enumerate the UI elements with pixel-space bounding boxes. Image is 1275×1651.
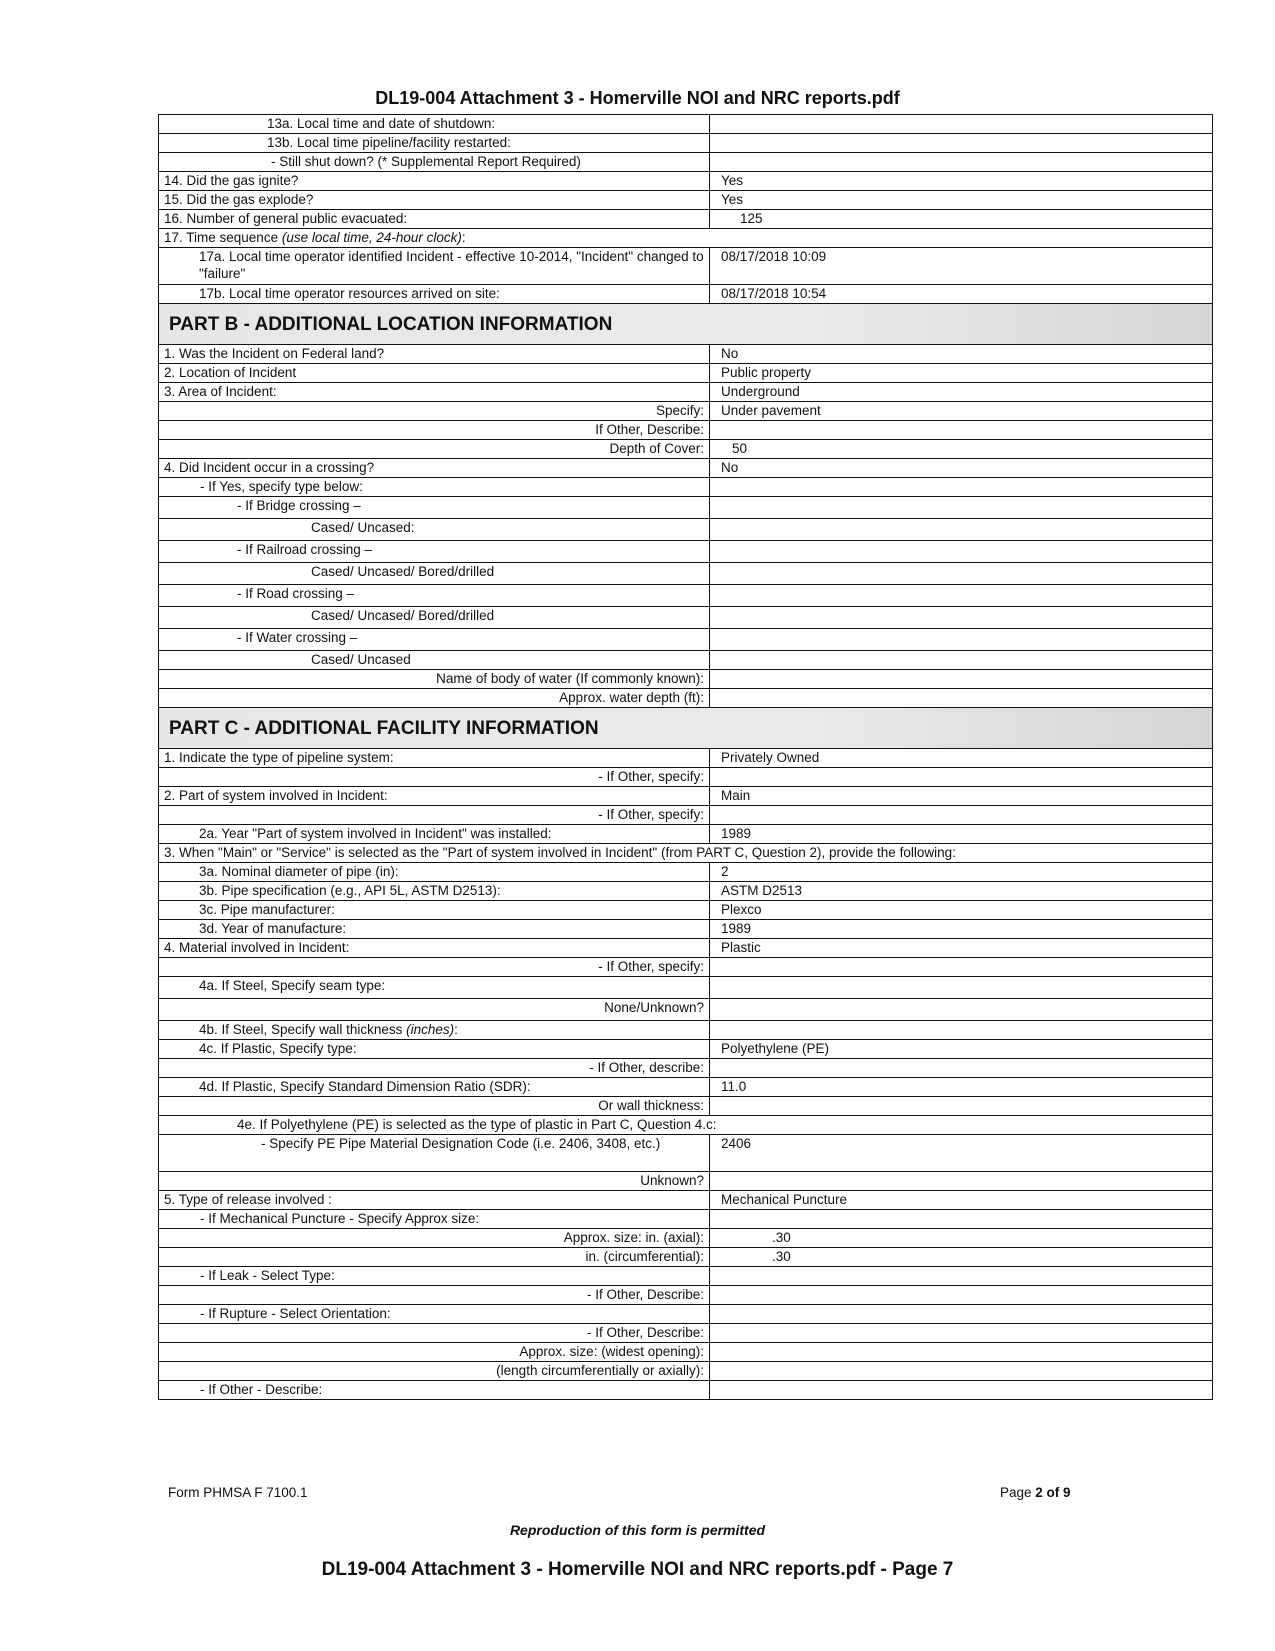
field-label: Specify: — [159, 402, 710, 421]
form-row-c5-rupture-widest — [159, 1343, 1213, 1362]
field-value: 08/17/2018 10:54 — [710, 285, 1213, 304]
section-header-part-c — [159, 708, 1213, 749]
field-label: (length circumferentially or axially): — [159, 1362, 710, 1381]
field-label: - If Other, Describe: — [159, 1324, 710, 1343]
form-row-17a — [159, 248, 1213, 285]
field-label: 3c. Pipe manufacturer: — [159, 901, 710, 920]
field-value: Public property — [710, 364, 1213, 383]
field-label: Cased/ Uncased/ Bored/drilled — [159, 563, 710, 585]
label-end: : — [461, 230, 466, 245]
form-row-b3-other — [159, 421, 1213, 440]
field-label: 16. Number of general public evacuated: — [159, 210, 710, 229]
field-value: 11.0 — [710, 1078, 1213, 1097]
form-row-b4-road-cased — [159, 607, 1213, 629]
field-value — [710, 1381, 1213, 1400]
form-row-b4-water-depth — [159, 689, 1213, 708]
field-value — [710, 1059, 1213, 1078]
field-value: 50 — [710, 440, 1213, 459]
form-row-b4-water-cased — [159, 651, 1213, 670]
form-row-c2a — [159, 825, 1213, 844]
field-label: Depth of Cover: — [159, 440, 710, 459]
field-label: 4a. If Steel, Specify seam type: — [159, 977, 710, 999]
section-title: PART C - ADDITIONAL FACILITY INFORMATION — [159, 708, 1213, 749]
form-row-13a — [159, 115, 1213, 134]
form-row-17 — [159, 229, 1213, 248]
field-value — [710, 134, 1213, 153]
form-row-b3-depth — [159, 440, 1213, 459]
field-value — [710, 421, 1213, 440]
field-value: 125 — [710, 210, 1213, 229]
field-value: Plexco — [710, 901, 1213, 920]
field-label: 2. Location of Incident — [159, 364, 710, 383]
field-value — [710, 958, 1213, 977]
form-row-c4b — [159, 1021, 1213, 1040]
field-label: 5. Type of release involved : — [159, 1191, 710, 1210]
field-value — [710, 497, 1213, 519]
field-value: ASTM D2513 — [710, 882, 1213, 901]
field-label: 13b. Local time pipeline/facility restarted: — [159, 134, 710, 153]
form-row-c2-other — [159, 806, 1213, 825]
field-value — [710, 519, 1213, 541]
form-row-b4-water-name — [159, 670, 1213, 689]
field-value — [710, 1097, 1213, 1116]
form-row-c1-other — [159, 768, 1213, 787]
field-value: 1989 — [710, 825, 1213, 844]
field-value: Plastic — [710, 939, 1213, 958]
form-row-c3 — [159, 844, 1213, 863]
field-value — [710, 115, 1213, 134]
form-row-c4e-unknown — [159, 1172, 1213, 1191]
form-row-c3a — [159, 863, 1213, 882]
field-label: in. (circumferential): — [159, 1248, 710, 1267]
form-row-c5-rupture-length — [159, 1362, 1213, 1381]
form-row-b4-railroad — [159, 541, 1213, 563]
form-row-c5-rupture — [159, 1305, 1213, 1324]
field-value — [710, 999, 1213, 1021]
field-label: - Specify PE Pipe Material Designation Code (i.e. 2406, 3408, etc.) — [159, 1135, 710, 1172]
field-label: 3. Area of Incident: — [159, 383, 710, 402]
form-row-c5-leak — [159, 1267, 1213, 1286]
form-row-c4c — [159, 1040, 1213, 1059]
field-value: Polyethylene (PE) — [710, 1040, 1213, 1059]
page-prefix: Page — [1000, 1485, 1036, 1500]
field-label: - Still shut down? (* Supplemental Report Required) — [159, 153, 710, 172]
field-value — [710, 607, 1213, 629]
form-row-b4-bridge-cased — [159, 519, 1213, 541]
field-label: 4. Material involved in Incident: — [159, 939, 710, 958]
field-label: If Other, Describe: — [159, 421, 710, 440]
form-row-c3d — [159, 920, 1213, 939]
form-row-c4e — [159, 1116, 1213, 1135]
field-label: 4d. If Plastic, Specify Standard Dimension Ratio (SDR): — [159, 1078, 710, 1097]
field-value: Under pavement — [710, 402, 1213, 421]
form-row-c5-leak-other — [159, 1286, 1213, 1305]
field-value — [710, 1021, 1213, 1040]
field-label: 4. Did Incident occur in a crossing? — [159, 459, 710, 478]
field-label: - If Rupture - Select Orientation: — [159, 1305, 710, 1324]
field-label: - If Water crossing – — [159, 629, 710, 651]
field-value: 1989 — [710, 920, 1213, 939]
form-row-17b — [159, 285, 1213, 304]
label-italic: (use local time, 24-hour clock) — [281, 230, 462, 245]
field-value: 2 — [710, 863, 1213, 882]
field-value — [710, 563, 1213, 585]
field-label: Unknown? — [159, 1172, 710, 1191]
label-text: 4b. If Steel, Specify wall thickness — [199, 1022, 407, 1037]
label-end: : — [454, 1022, 458, 1037]
field-value — [710, 1286, 1213, 1305]
form-row-c3b — [159, 882, 1213, 901]
reproduction-notice: Reproduction of this form is permitted — [509, 1522, 766, 1538]
field-label: 1. Indicate the type of pipeline system: — [159, 749, 710, 768]
page-indicator — [1000, 1485, 1071, 1500]
field-value: Privately Owned — [710, 749, 1213, 768]
field-label: 2. Part of system involved in Incident: — [159, 787, 710, 806]
field-value: No — [710, 345, 1213, 364]
field-value — [710, 977, 1213, 999]
form-row-15 — [159, 191, 1213, 210]
form-row-b4-bridge — [159, 497, 1213, 519]
form-row-b4-road — [159, 585, 1213, 607]
form-row-c5 — [159, 1191, 1213, 1210]
field-value — [710, 670, 1213, 689]
form-row-c4 — [159, 939, 1213, 958]
field-label: 14. Did the gas ignite? — [159, 172, 710, 191]
field-value — [710, 541, 1213, 563]
form-row-b4-water — [159, 629, 1213, 651]
field-label: - If Yes, specify type below: — [159, 478, 710, 497]
field-label: 17b. Local time operator resources arrived on site: — [159, 285, 710, 304]
field-label: 3b. Pipe specification (e.g., API 5L, ASTM D2513): — [159, 882, 710, 901]
form-row-c1 — [159, 749, 1213, 768]
form-number: Form PHMSA F 7100.1 — [168, 1485, 308, 1500]
field-value — [710, 651, 1213, 670]
field-label: 1. Was the Incident on Federal land? — [159, 345, 710, 364]
field-label — [159, 229, 1213, 248]
page-number: 2 of 9 — [1035, 1485, 1071, 1500]
field-value — [710, 1362, 1213, 1381]
field-label: - If Other, specify: — [159, 806, 710, 825]
section-title: PART B - ADDITIONAL LOCATION INFORMATION — [159, 304, 1213, 345]
field-value: Mechanical Puncture — [710, 1191, 1213, 1210]
field-label: 4c. If Plastic, Specify type: — [159, 1040, 710, 1059]
field-value — [710, 1210, 1213, 1229]
incident-report-form-table — [158, 114, 1213, 1400]
field-label: Approx. water depth (ft): — [159, 689, 710, 708]
field-value — [710, 768, 1213, 787]
field-value: Yes — [710, 191, 1213, 210]
form-row-b3-specify — [159, 402, 1213, 421]
document-footer-title: DL19-004 Attachment 3 - Homerville NOI and NRC reports.pdf - Page 7 — [321, 1559, 954, 1580]
field-label: 3. When "Main" or "Service" is selected as the "Part of system involved in Incident" (from PART C, Question 2), provide the following: — [159, 844, 1213, 863]
field-value: .30 — [710, 1229, 1213, 1248]
label-italic: (inches) — [406, 1022, 455, 1037]
field-value — [710, 629, 1213, 651]
field-label: 17a. Local time operator identified Incident - effective 10-2014, "Incident" changed to "failure" — [159, 248, 710, 285]
label-text: 17. Time sequence — [164, 230, 282, 245]
field-label: - If Railroad crossing – — [159, 541, 710, 563]
form-row-c4d-wall — [159, 1097, 1213, 1116]
field-value — [710, 153, 1213, 172]
field-value — [710, 689, 1213, 708]
section-header-part-b — [159, 304, 1213, 345]
form-row-14 — [159, 172, 1213, 191]
form-row-c5-axial — [159, 1229, 1213, 1248]
field-value: Yes — [710, 172, 1213, 191]
field-label: Name of body of water (If commonly known): — [159, 670, 710, 689]
field-value — [710, 1267, 1213, 1286]
field-value — [710, 1172, 1213, 1191]
field-label: 2a. Year "Part of system involved in Incident" was installed: — [159, 825, 710, 844]
document-header-title: DL19-004 Attachment 3 - Homerville NOI and NRC reports.pdf — [375, 88, 900, 108]
field-value — [710, 585, 1213, 607]
form-row-c4d — [159, 1078, 1213, 1097]
field-value — [710, 1343, 1213, 1362]
form-row-c4e-specify — [159, 1135, 1213, 1172]
field-label: - If Road crossing – — [159, 585, 710, 607]
form-row-c5-mechanical — [159, 1210, 1213, 1229]
field-label — [159, 1021, 710, 1040]
field-value: Main — [710, 787, 1213, 806]
form-row-b1 — [159, 345, 1213, 364]
field-label: - If Other - Describe: — [159, 1381, 710, 1400]
form-row-b3 — [159, 383, 1213, 402]
form-row-b4-yes — [159, 478, 1213, 497]
field-label: - If Mechanical Puncture - Specify Approx size: — [159, 1210, 710, 1229]
field-value — [710, 1324, 1213, 1343]
form-row-b4 — [159, 459, 1213, 478]
field-label: None/Unknown? — [159, 999, 710, 1021]
field-label: 4e. If Polyethylene (PE) is selected as the type of plastic in Part C, Question 4.c: — [159, 1116, 1213, 1135]
form-row-c5-rupture-other — [159, 1324, 1213, 1343]
field-label: - If Other, describe: — [159, 1059, 710, 1078]
field-value: 2406 — [710, 1135, 1213, 1172]
field-label: - If Other, specify: — [159, 768, 710, 787]
form-row-13b — [159, 134, 1213, 153]
form-row-c5-circumferential — [159, 1248, 1213, 1267]
form-row-c2 — [159, 787, 1213, 806]
field-label: Approx. size: in. (axial): — [159, 1229, 710, 1248]
form-row-c4a — [159, 977, 1213, 999]
field-label: Cased/ Uncased/ Bored/drilled — [159, 607, 710, 629]
form-row-13c — [159, 153, 1213, 172]
form-row-c4c-other — [159, 1059, 1213, 1078]
form-row-16 — [159, 210, 1213, 229]
field-label: - If Other, specify: — [159, 958, 710, 977]
field-label: - If Bridge crossing – — [159, 497, 710, 519]
field-label: Approx. size: (widest opening): — [159, 1343, 710, 1362]
field-label: - If Other, Describe: — [159, 1286, 710, 1305]
form-row-b2 — [159, 364, 1213, 383]
field-label: 15. Did the gas explode? — [159, 191, 710, 210]
field-value — [710, 478, 1213, 497]
form-row-c3c — [159, 901, 1213, 920]
field-value: Underground — [710, 383, 1213, 402]
field-value: 08/17/2018 10:09 — [710, 248, 1213, 285]
field-label: 13a. Local time and date of shutdown: — [159, 115, 710, 134]
field-label: 3a. Nominal diameter of pipe (in): — [159, 863, 710, 882]
field-value — [710, 1305, 1213, 1324]
field-value — [710, 806, 1213, 825]
form-row-c5-other — [159, 1381, 1213, 1400]
field-value: No — [710, 459, 1213, 478]
field-label: Or wall thickness: — [159, 1097, 710, 1116]
field-label: Cased/ Uncased — [159, 651, 710, 670]
form-row-c4-other — [159, 958, 1213, 977]
field-label: - If Leak - Select Type: — [159, 1267, 710, 1286]
field-label: Cased/ Uncased: — [159, 519, 710, 541]
form-row-c4a-none — [159, 999, 1213, 1021]
field-value: .30 — [710, 1248, 1213, 1267]
form-row-b4-railroad-cased — [159, 563, 1213, 585]
field-label: 3d. Year of manufacture: — [159, 920, 710, 939]
